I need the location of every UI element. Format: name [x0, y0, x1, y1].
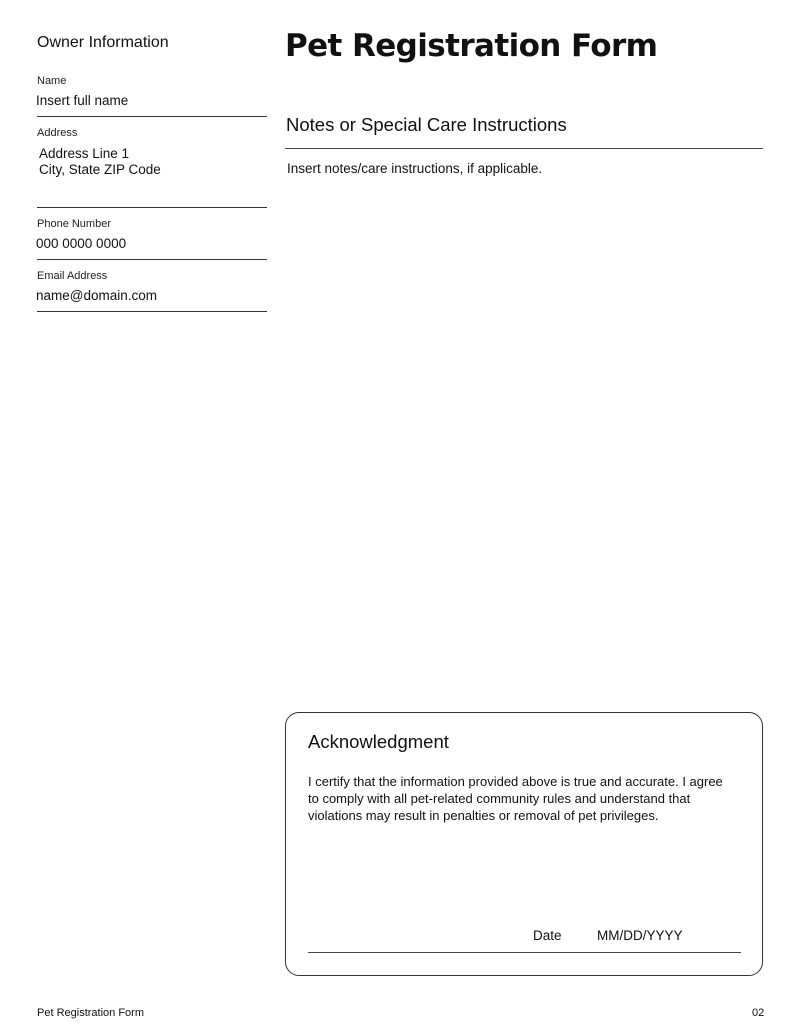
acknowledgment-text: I certify that the information provided above is true and accurate. I agree to comply with all pet-related community rules and understand that violations may result in penalties or removal of pet privileges.: [308, 774, 723, 823]
address-line1-field[interactable]: Address Line 1: [39, 146, 130, 161]
email-field[interactable]: name@domain.com: [36, 288, 158, 303]
notes-field[interactable]: Insert notes/care instructions, if applicable.: [287, 161, 543, 176]
address-line2-field[interactable]: City, State ZIP Code: [39, 162, 161, 177]
date-field[interactable]: MM/DD/YYYY: [597, 928, 683, 943]
phone-label: Phone Number: [37, 218, 111, 230]
address-label: Address: [37, 127, 78, 139]
footer-title: Pet Registration Form: [37, 1007, 144, 1019]
acknowledgment-heading: Acknowledgment: [308, 731, 449, 752]
page-title: Pet Registration Form: [285, 28, 658, 64]
date-label: Date: [533, 928, 562, 943]
address-underline: [37, 207, 267, 208]
name-label: Name: [37, 75, 67, 87]
owner-information-heading: Owner Information: [37, 34, 169, 51]
email-label: Email Address: [37, 270, 108, 282]
notes-heading: Notes or Special Care Instructions: [286, 114, 567, 135]
phone-underline: [37, 259, 267, 260]
notes-divider: [285, 148, 763, 149]
signature-line: [308, 952, 741, 953]
email-underline: [37, 311, 267, 312]
phone-field[interactable]: 000 0000 0000: [36, 236, 127, 251]
name-field[interactable]: Insert full name: [36, 93, 129, 108]
name-underline: [37, 116, 267, 117]
page-number: 02: [752, 1007, 765, 1019]
